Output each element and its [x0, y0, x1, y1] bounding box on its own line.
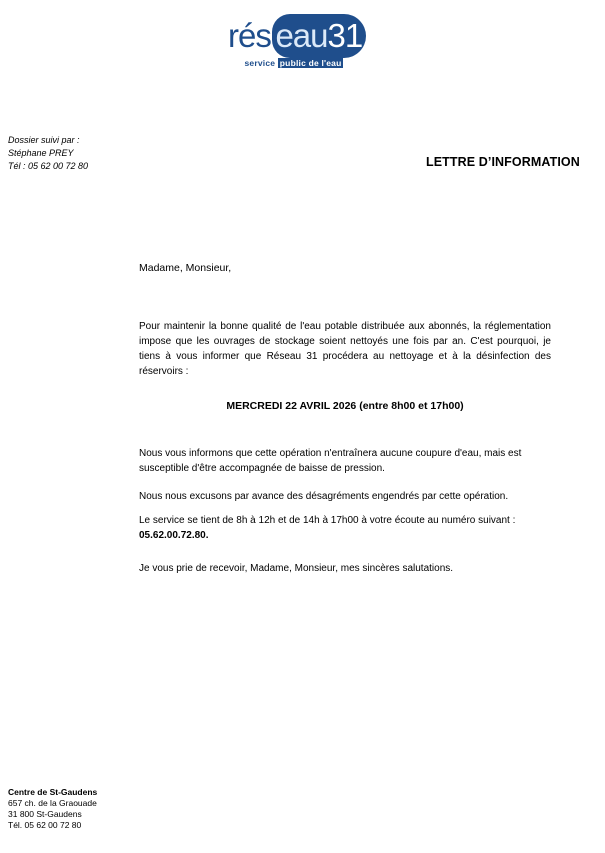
contact-block [8, 134, 88, 173]
logo-tagline [228, 58, 360, 68]
paragraph-closing: Je vous prie de recevoir, Madame, Monsieur, mes sincères salutations. [139, 563, 454, 574]
greeting: Madame, Monsieur, [139, 262, 232, 274]
service-hours-text: Le service se tient de 8h à 12h et de 14h à 17h00 à votre écoute au numéro suivant : [139, 515, 516, 526]
paragraph-intro: Pour maintenir la bonne qualité de l'eau potable distribuée aux abonnés, la réglementation impose que les ouvrages de stockage soient nettoyés une fois par an. C'est pourquoi, je tiens à vous informer que Réseau 31 procédera au nettoyage et à la désinfection des réservoirs : [139, 321, 551, 377]
paragraph-pressure: Nous vous informons que cette opération n'entraînera aucune coupure d'eau, mais est susceptible d'être accompagnée de baisse de pression. [139, 448, 522, 474]
document-title: LETTRE D’INFORMATION [426, 155, 580, 169]
logo-wordmark [228, 16, 366, 56]
operation-date: MERCREDI 22 AVRIL 2026 (entre 8h00 et 17h00) [226, 400, 464, 412]
logo-text-31: 31 [327, 17, 363, 54]
footer-phone: Tél. 05 62 00 72 80 [8, 820, 82, 830]
service-phone-number: 05.62.00.72.80. [139, 530, 209, 541]
contact-label: Dossier suivi par : [8, 135, 80, 145]
logo-tagline-public: public de l'eau [279, 58, 342, 68]
contact-phone: Tél : 05 62 00 72 80 [8, 161, 89, 171]
logo-tagline-service: service [244, 58, 276, 68]
footer-address-line1: 657 ch. de la Graouade [8, 798, 97, 808]
logo-text-res: rés [228, 17, 271, 54]
footer-address-line2: 31 800 St-Gaudens [8, 809, 82, 819]
contact-person: Stéphane PREY [8, 148, 74, 158]
logo-text-eau: eau [275, 17, 328, 54]
logo-badge [272, 14, 366, 58]
footer-address [8, 787, 97, 831]
paragraph-apology: Nous nous excusons par avance des désagréments engendrés par cette opération. [139, 491, 509, 502]
company-logo [228, 14, 363, 74]
footer-center-name: Centre de St-Gaudens [8, 787, 98, 797]
paragraph-service-hours [139, 513, 551, 543]
